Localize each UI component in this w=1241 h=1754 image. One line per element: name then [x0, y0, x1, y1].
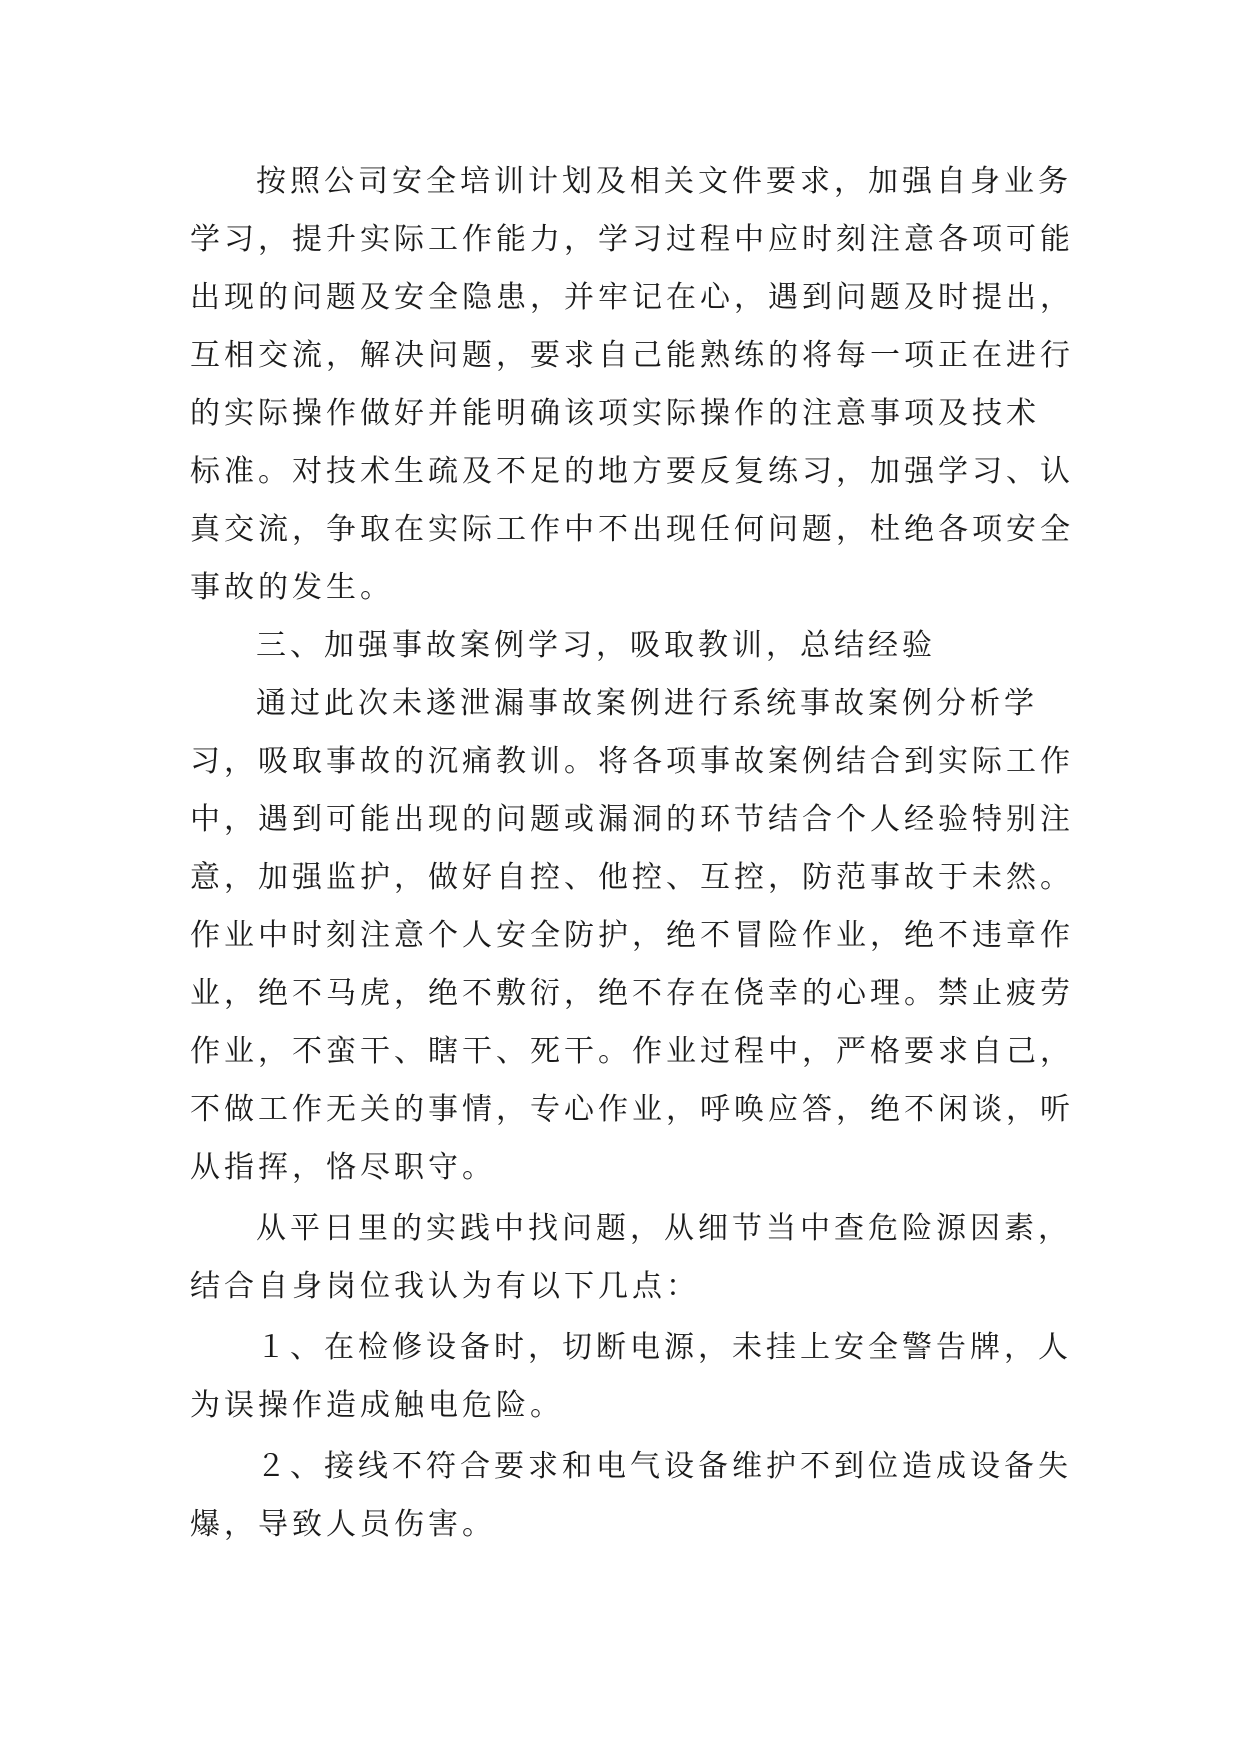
paragraph-line: 作业中时刻注意个人安全防护，绝不冒险作业，绝不违章作 — [190, 918, 1074, 953]
paragraph-line: 出现的问题及安全隐患，并牢记在心，遇到问题及时提出， — [190, 280, 1074, 315]
paragraph-line: 从指挥，恪尽职守。 — [190, 1150, 496, 1185]
document-body — [190, 153, 1074, 1554]
list-item-continuation: 爆，导致人员伤害。 — [190, 1507, 496, 1542]
paragraph-line: 通过此次未遂泄漏事故案例进行系统事故案例分析学 — [256, 686, 1038, 721]
section-heading: 三、加强事故案例学习，吸取教训，总结经验 — [256, 628, 936, 663]
paragraph-line: 真交流，争取在实际工作中不出现任何问题，杜绝各项安全 — [190, 512, 1074, 547]
paragraph-line: 结合自身岗位我认为有以下几点： — [190, 1269, 700, 1304]
paragraph-line: 不做工作无关的事情，专心作业，呼唤应答，绝不闲谈，听 — [190, 1092, 1074, 1127]
list-item: １、在检修设备时，切断电源，未挂上安全警告牌，人 — [256, 1330, 1072, 1365]
paragraph-line: 学习，提升实际工作能力，学习过程中应时刻注意各项可能 — [190, 222, 1074, 257]
paragraph-line: 业，绝不马虎，绝不敷衍，绝不存在侥幸的心理。禁止疲劳 — [190, 976, 1074, 1011]
paragraph-line: 习，吸取事故的沉痛教训。将各项事故案例结合到实际工作 — [190, 744, 1074, 779]
paragraph-line: 的实际操作做好并能明确该项实际操作的注意事项及技术 — [190, 396, 1040, 431]
paragraph-line: 意，加强监护，做好自控、他控、互控，防范事故于未然。 — [190, 860, 1074, 895]
paragraph-line: 作业，不蛮干、瞎干、死干。作业过程中，严格要求自己， — [190, 1034, 1074, 1069]
list-item-continuation: 为误操作造成触电危险。 — [190, 1388, 564, 1423]
paragraph-line: 按照公司安全培训计划及相关文件要求，加强自身业务 — [256, 164, 1072, 199]
paragraph-line: 中，遇到可能出现的问题或漏洞的环节结合个人经验特别注 — [190, 802, 1074, 837]
paragraph-line: 从平日里的实践中找问题，从细节当中查危险源因素， — [256, 1211, 1072, 1246]
paragraph-line: 标准。对技术生疏及不足的地方要反复练习，加强学习、认 — [190, 454, 1074, 489]
paragraph-line: 互相交流，解决问题，要求自己能熟练的将每一项正在进行 — [190, 338, 1074, 373]
paragraph-line: 事故的发生。 — [190, 570, 394, 605]
list-item: ２、接线不符合要求和电气设备维护不到位造成设备失 — [256, 1449, 1072, 1484]
